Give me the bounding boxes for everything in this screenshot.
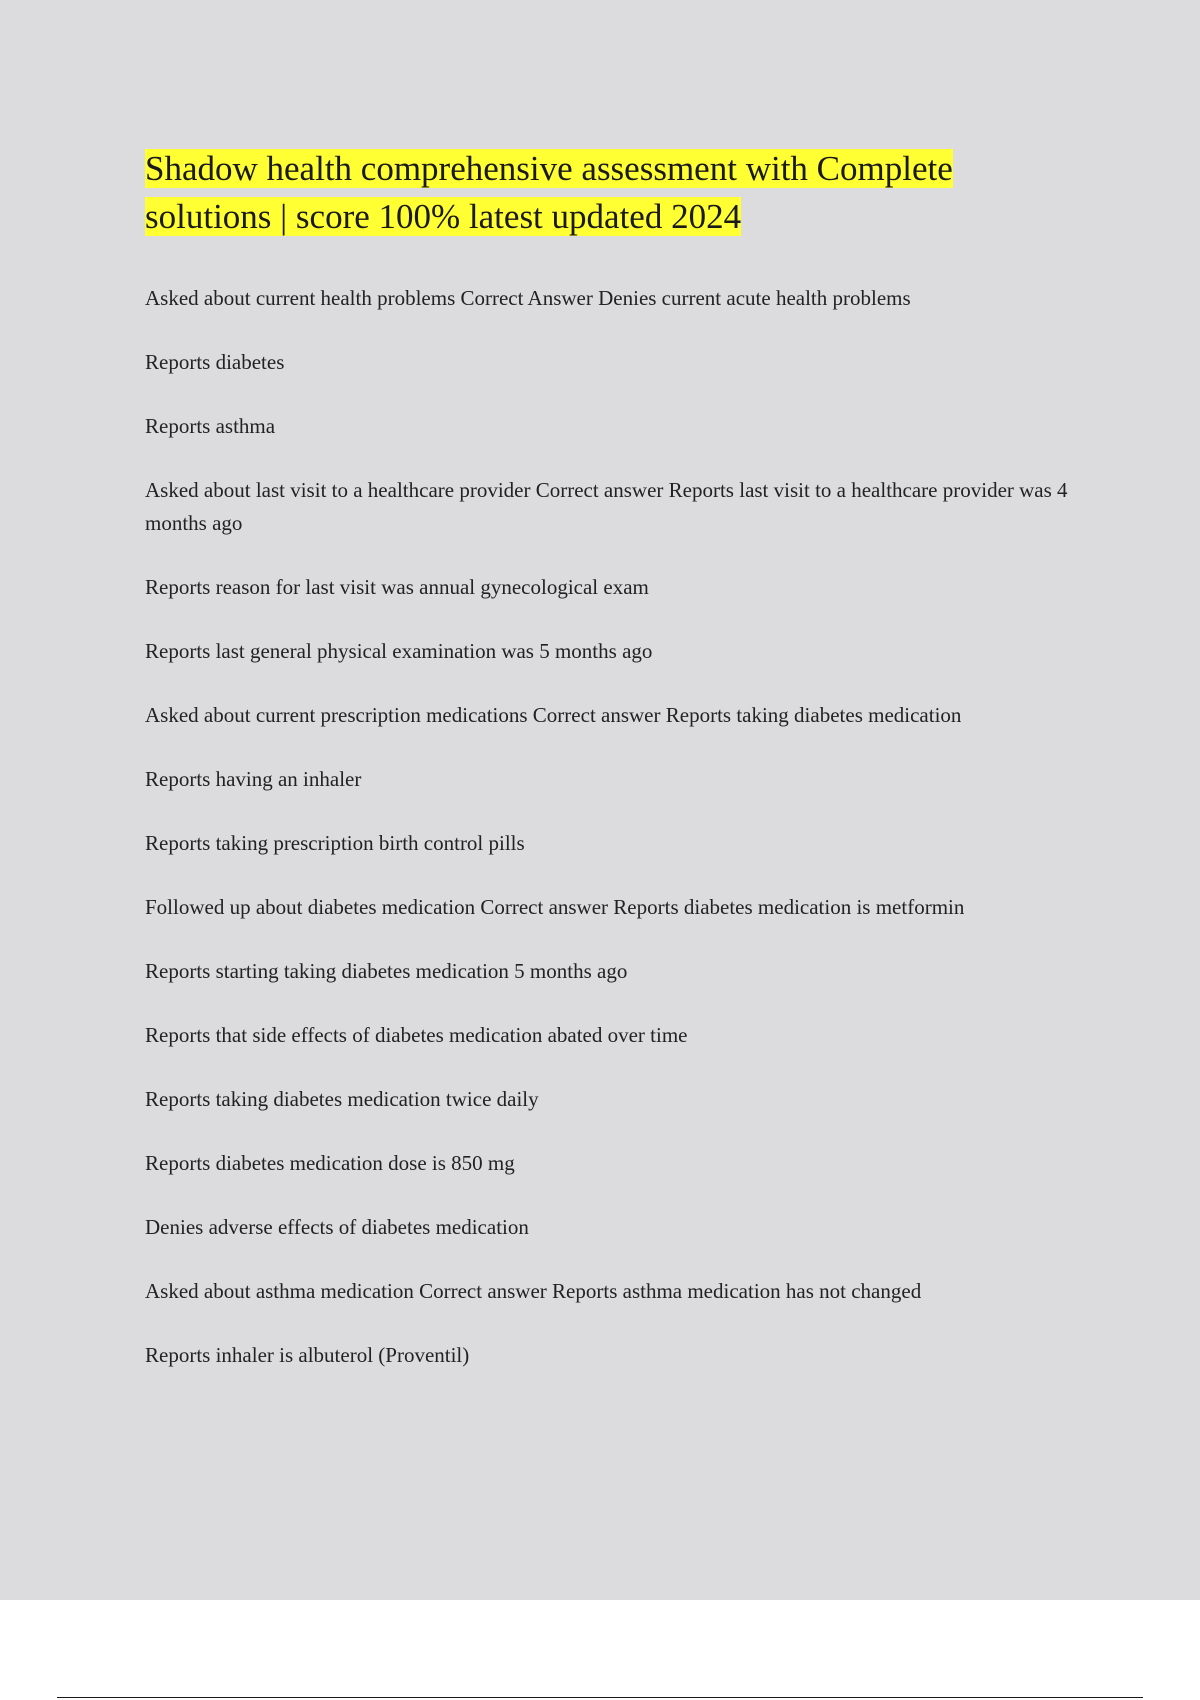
qa-item: Reports diabetes medication dose is 850 mg (145, 1151, 515, 1175)
qa-list (145, 282, 1105, 1372)
qa-item: Reports that side effects of diabetes medication abated over time (145, 1023, 688, 1047)
page-content (145, 145, 1105, 1403)
page-footer (0, 1600, 1200, 1700)
title-line-1: Shadow health comprehensive assessment with Complete (145, 149, 953, 188)
qa-item: Reports starting taking diabetes medication 5 months ago (145, 959, 628, 983)
title-line-2: solutions | score 100% latest updated 2024 (145, 197, 742, 236)
qa-item: Followed up about diabetes medication Correct answer Reports diabetes medication is metformin (145, 895, 965, 919)
qa-item: Reports reason for last visit was annual gynecological exam (145, 575, 649, 599)
qa-item: Reports last general physical examination was 5 months ago (145, 639, 653, 663)
qa-item: Reports asthma (145, 414, 276, 438)
qa-item: Denies adverse effects of diabetes medication (145, 1215, 529, 1239)
qa-item: Reports taking prescription birth control pills (145, 831, 525, 855)
qa-item: Asked about current prescription medications Correct answer Reports taking diabetes medication (145, 703, 962, 727)
qa-item: Reports diabetes (145, 350, 285, 374)
qa-item: Reports taking diabetes medication twice daily (145, 1087, 539, 1111)
qa-item: Asked about current health problems Correct Answer Denies current acute health problems (145, 286, 911, 310)
document-title (145, 145, 1105, 241)
qa-item: Asked about asthma medication Correct answer Reports asthma medication has not changed (145, 1279, 922, 1303)
footer-divider (57, 1697, 1143, 1698)
qa-item: Reports having an inhaler (145, 767, 362, 791)
qa-item: Reports inhaler is albuterol (Proventil) (145, 1343, 470, 1367)
qa-item: Asked about last visit to a healthcare provider Correct answer Reports last visit to a healthcare provider was 4 months ago (145, 478, 1068, 535)
